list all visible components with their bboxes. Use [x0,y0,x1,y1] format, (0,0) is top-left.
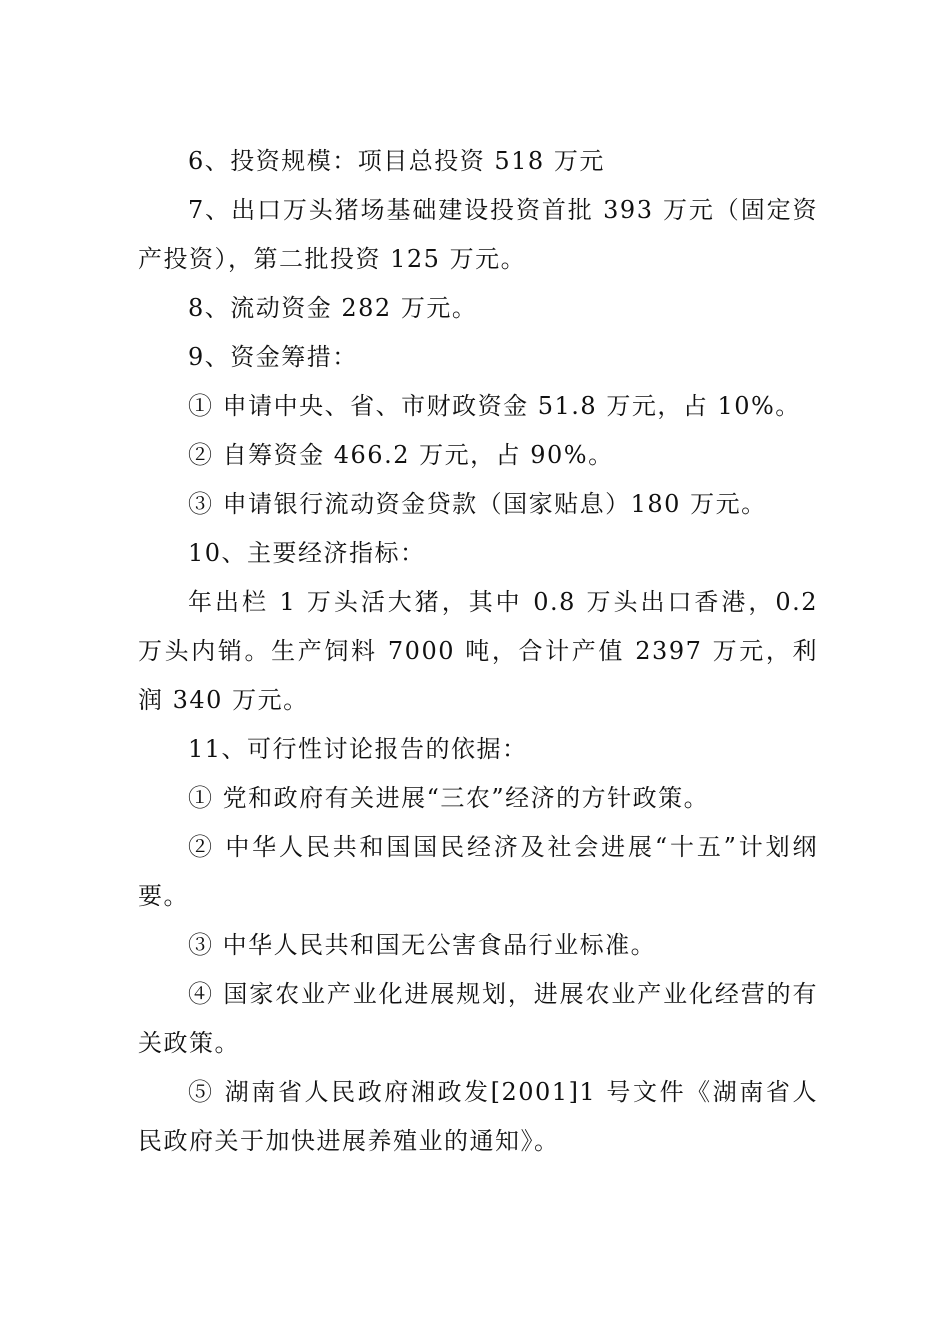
document-body [138,137,818,1166]
paragraph-funding-heading: 9、资金筹措： [188,343,358,371]
paragraph-working-capital: 8、流动资金 282 万元。 [188,294,478,322]
paragraph-funding-item-2: ② 自筹资金 466.2 万元，占 90%。 [188,441,614,469]
paragraph-basis-item-5: ⑤ 湖南省人民政府湘政发[2001]1 号文件《湖南省人民政府关于加快进展养殖业的通知》。 [138,1078,818,1155]
paragraph-basis-item-3: ③ 中华人民共和国无公害食品行业标准。 [188,931,657,959]
paragraph-infrastructure-investment: 7、出口万头猪场基础建设投资首批 393 万元（固定资产投资），第二批投资 125 万元。 [138,196,818,273]
paragraph-basis-item-4: ④ 国家农业产业化进展规划，进展农业产业化经营的有关政策。 [138,980,818,1057]
paragraph-indicators-heading: 10、主要经济指标： [188,539,426,567]
paragraph-basis-item-1: ① 党和政府有关进展“三农”经济的方针政策。 [188,784,710,812]
paragraph-funding-item-1: ① 申请中央、省、市财政资金 51.8 万元，占 10%。 [188,392,801,420]
paragraph-basis-item-2: ② 中华人民共和国国民经济及社会进展“十五”计划纲要。 [138,833,818,910]
paragraph-indicators-body: 年出栏 1 万头活大猪，其中 0.8 万头出口香港，0.2 万头内销。生产饲料 7000 吨，合计产值 2397 万元，利润 340 万元。 [138,588,818,714]
paragraph-basis-heading: 11、可行性讨论报告的依据： [188,735,528,763]
paragraph-investment-scale: 6、投资规模：项目总投资 518 万元 [188,147,605,175]
paragraph-funding-item-3: ③ 申请银行流动资金贷款（国家贴息）180 万元。 [188,490,767,518]
